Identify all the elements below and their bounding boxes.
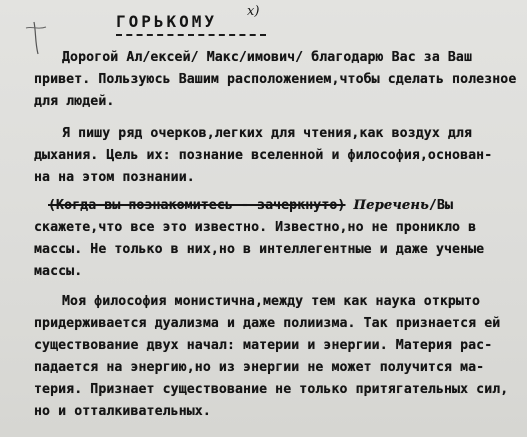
- paragraph-1-line-2: привет. Пользуюсь Вашим расположением,чтобы сделать полезное: [34, 72, 517, 87]
- paragraph-1-line-3: для людей.: [34, 94, 115, 109]
- paragraph-2-line-3: на на этом познании.: [34, 170, 195, 185]
- paragraph-4-line-6: но и отталкивательных.: [34, 404, 211, 419]
- paragraph-3-line-2: скажете,что все это известно. Известно,но не проникло в: [34, 220, 477, 235]
- paragraph-4-line-4: падается на энергию,но из энергии не может получится ма-: [34, 360, 485, 375]
- struck-out-text: (Когда вы познакомитесь - зачеркнуто): [48, 198, 346, 213]
- paragraph-4-line-3: существование двух начал: материи и энергии. Материя рас-: [34, 338, 493, 353]
- paragraph-2-line-2: дыхания. Цель их: познание вселенной и философия,основан-: [34, 148, 493, 163]
- paragraph-2-line-1: Я пишу ряд очерков,легких для чтения,как воздух для: [62, 126, 473, 141]
- paragraph-3-line-1-tail: Вы: [436, 198, 454, 213]
- paragraph-1-line-1: Дорогой Ал/ексей/ Макс/имович/ благодарю Вас за Ваш: [62, 50, 473, 65]
- paragraph-4-line-2: придерживается дуализма и даже полиизма. Так признается ей: [34, 316, 501, 331]
- handwritten-insertion: Перечень: [353, 198, 429, 213]
- paragraph-3-line-4: массы.: [34, 264, 83, 279]
- paragraph-3-line-3: массы. Не только в них,но в интеллегентные и даже ученые: [34, 242, 485, 257]
- margin-pencil-mark: [20, 18, 60, 58]
- paragraph-3-line-1: (Когда вы познакомитесь - зачеркнуто) Перечень/Вы: [48, 198, 454, 213]
- heading-underline: [116, 34, 266, 36]
- paragraph-4-line-5: терия. Признает существование не только притягательных сил,: [34, 382, 509, 397]
- paragraph-4-line-1: Моя философия монистична,между тем как наука открыто: [62, 294, 481, 309]
- letter-heading: ГОРЬКОМУ: [116, 12, 218, 31]
- footnote-mark: x): [247, 4, 260, 19]
